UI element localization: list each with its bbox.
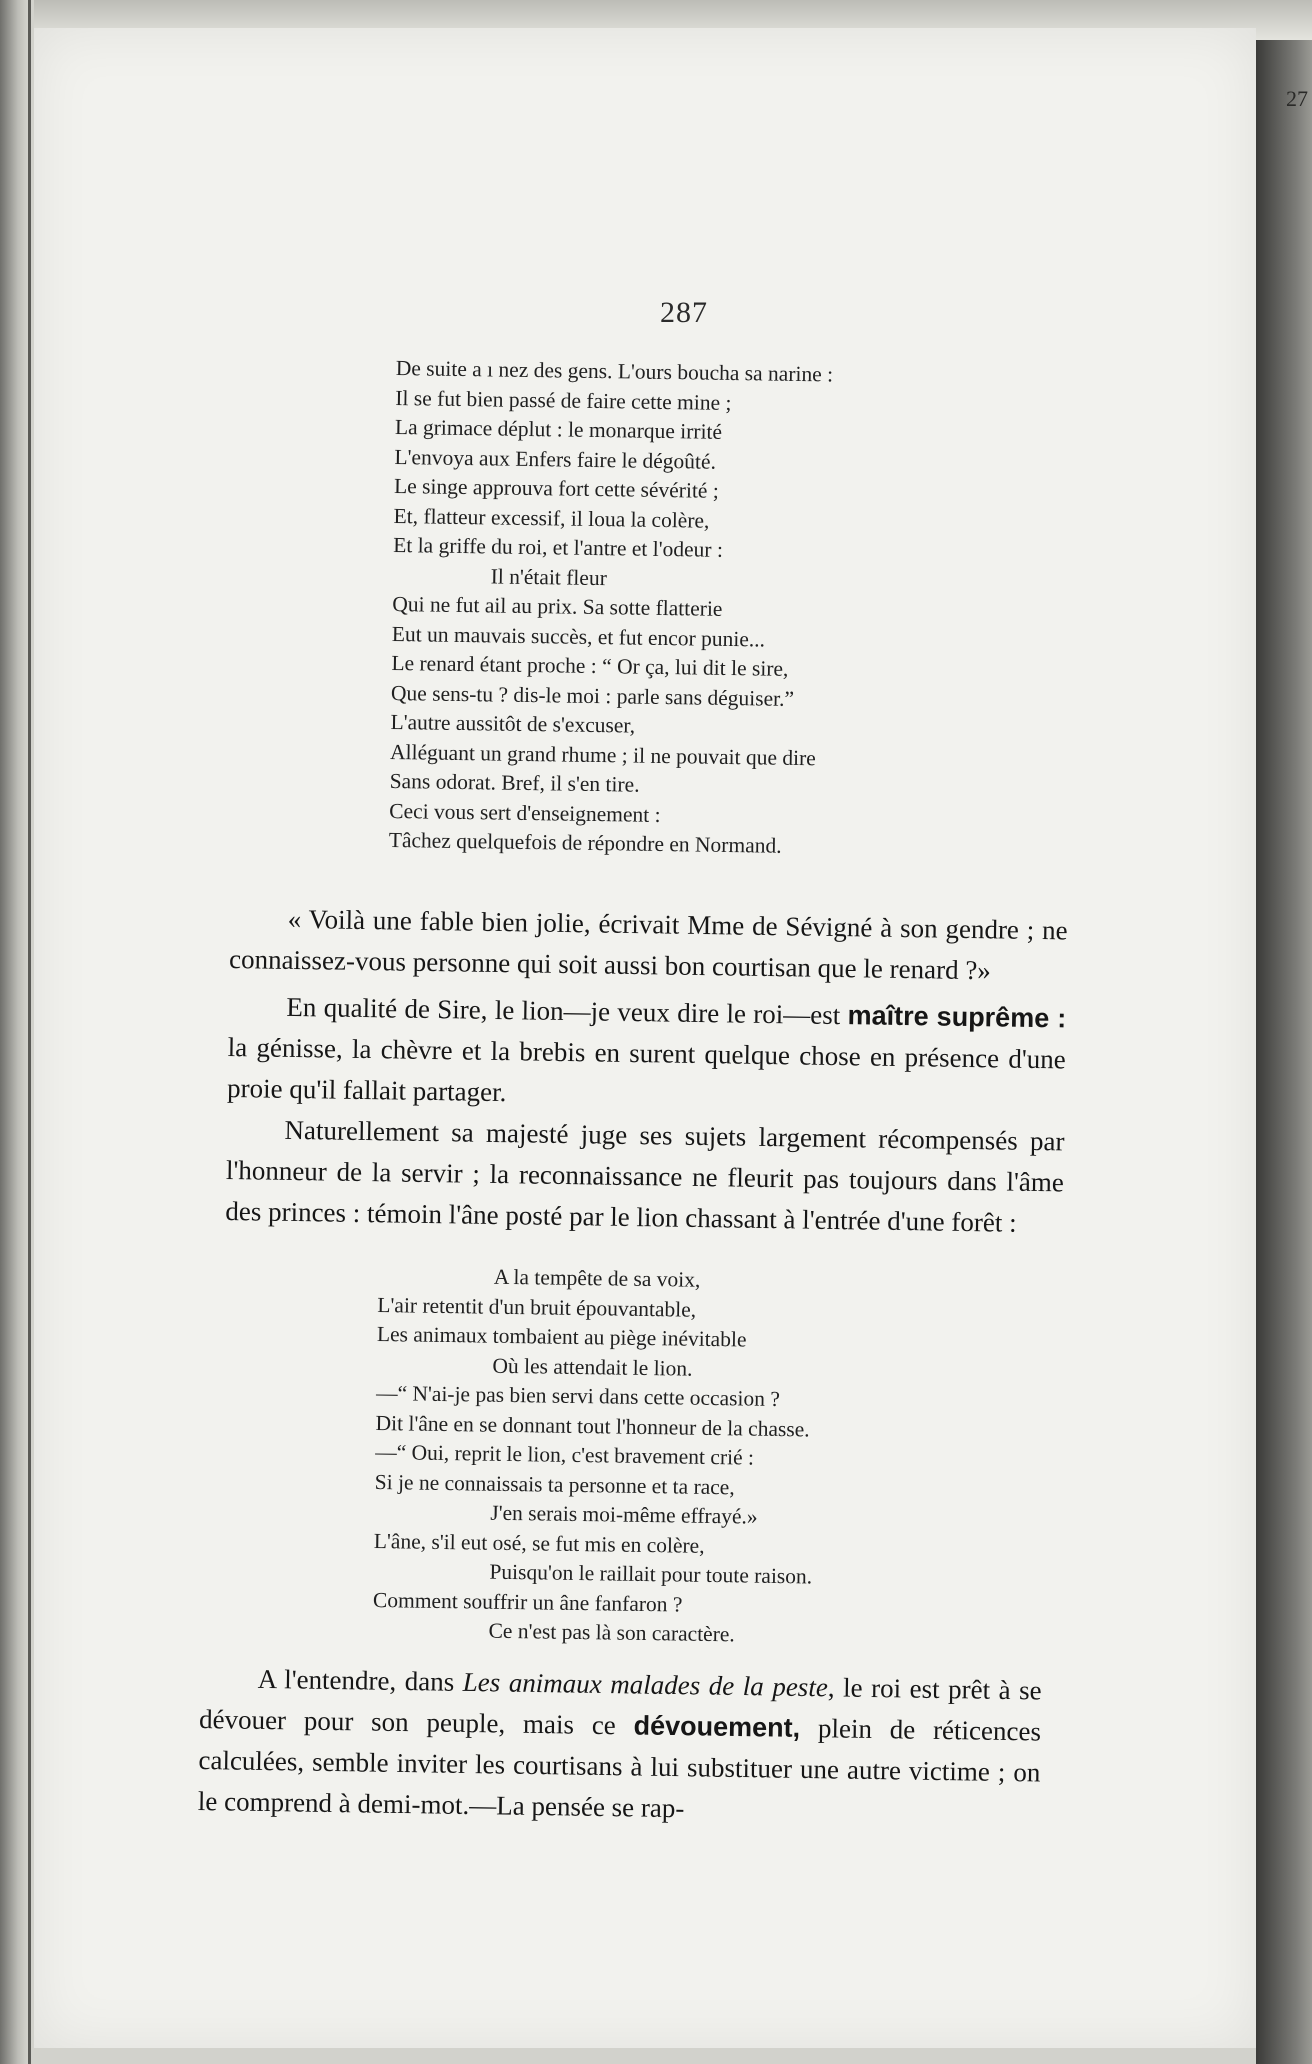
verse-line: Puisqu'on le raillait pour toute raison. <box>489 1559 813 1589</box>
verse-line: L'autre aussitôt de s'excuser, <box>390 709 636 738</box>
verse-line: Dit l'âne en se donnant tout l'honneur de la chasse. <box>375 1410 810 1441</box>
verse-line: L'envoya aux Enfers faire le dégoûté. <box>394 444 717 474</box>
emphasis-devouement: dévouement, <box>633 1710 801 1743</box>
verse-line: A la tempête de sa voix, <box>493 1264 701 1292</box>
verse-line: Comment souffrir un âne fanfaron ? <box>372 1587 683 1617</box>
verse-line: —“ N'ai-je pas bien servi dans cette occasion ? <box>375 1380 781 1411</box>
binding-gutter <box>28 0 31 2064</box>
paragraph-sire: En qualité de Sire, le lion—je veux dire le roi—est maître suprême : la génisse, la chèvre et la brebis en surent quelque chose en présence d'une proie qu'il fallait partager. <box>226 991 1067 1108</box>
paragraph-sevigne: « Voilà une fable bien jolie, écrivait Mme de Sévigné à son gendre ; ne connaissez-vous personne qui soit aussi bon courtisan que le renard ?» <box>228 903 1068 986</box>
fable-title: Les animaux malades de la peste <box>462 1666 829 1703</box>
verse-line: Sans odorat. Bref, il s'en tire. <box>389 768 640 797</box>
verse-line: Que sens-tu ? dis-le moi : parle sans déguiser.” <box>390 680 795 711</box>
verse-line: Qui ne fut ail au prix. Sa sotte flatterie <box>392 591 723 621</box>
verse-line: Il n'était fleur <box>490 563 608 590</box>
verse-line: Alléguant un grand rhume ; il ne pouvait que dire <box>389 739 816 770</box>
prose-block-1 <box>225 898 1068 1244</box>
verse-block-2 <box>372 1263 816 1653</box>
paragraph-animaux-malades: A l'entendre, dans Les animaux malades de la peste, le roi est prêt à se dévouer pour son peuple, mais ce dévouement, plein de réticences calculées, semble inviter les courtisans à lui substituer une autre victime ; on le comprend à demi-mot.—La pensée se rap- <box>197 1663 1042 1824</box>
paragraph-naturellement: Naturellement sa majesté juge ses sujets largement récompensés par l'honneur de la servir ; la reconnaissance ne fleurit pas toujours dans l'âme des princes : témoin l'âne posté par le lion chassant à l'entrée d'une forêt : <box>225 1114 1065 1238</box>
verse-line: Ceci vous sert d'enseignement : <box>389 798 661 827</box>
verse-line: Ce n'est pas là son caractère. <box>488 1618 735 1647</box>
verse-block-1 <box>389 356 834 864</box>
verse-line: Et la griffe du roi, et l'antre et l'odeur : <box>393 532 724 562</box>
verse-line: Où les attendait le lion. <box>492 1353 693 1381</box>
verse-line: De suite a ı nez des gens. L'ours boucha sa narine : <box>395 356 834 387</box>
emphasis-maitre-supreme: maître suprême : <box>847 1000 1067 1034</box>
verse-line: J'en serais moi-même effrayé.» <box>490 1500 758 1529</box>
verse-line: Il se fut bien passé de faire cette mine ; <box>395 385 732 415</box>
corner-mark: 27 <box>1286 86 1308 111</box>
verse-line: Les animaux tombaient au piège inévitable <box>376 1321 747 1352</box>
verse-line: Le renard étant proche : “ Or ça, lui dit le sire, <box>391 650 789 681</box>
page-number: 287 <box>660 296 708 329</box>
verse-line: L'air retentit d'un bruit épouvantable, <box>377 1292 697 1322</box>
prose-block-2 <box>198 1658 1042 1834</box>
verse-line: Si je ne connaissais ta personne et ta race, <box>374 1469 735 1499</box>
verse-line: —“ Oui, reprit le lion, c'est bravement crié : <box>375 1439 755 1470</box>
verse-line: L'âne, s'il eut osé, se fut mis en colère, <box>373 1528 705 1558</box>
verse-line: Tâchez quelquefois de répondre en Normand. <box>388 827 782 858</box>
verse-line: Le singe approuva fort cette sévérité ; <box>393 473 719 503</box>
left-page-edge <box>0 0 30 2064</box>
right-page-edge <box>1256 40 1312 2064</box>
verse-line: La grimace déplut : le monarque irrité <box>394 414 723 444</box>
verse-line: Et, flatteur excessif, il loua la colère, <box>393 503 710 533</box>
verse-line: Eut un mauvais succès, et fut encor punie... <box>391 621 766 652</box>
